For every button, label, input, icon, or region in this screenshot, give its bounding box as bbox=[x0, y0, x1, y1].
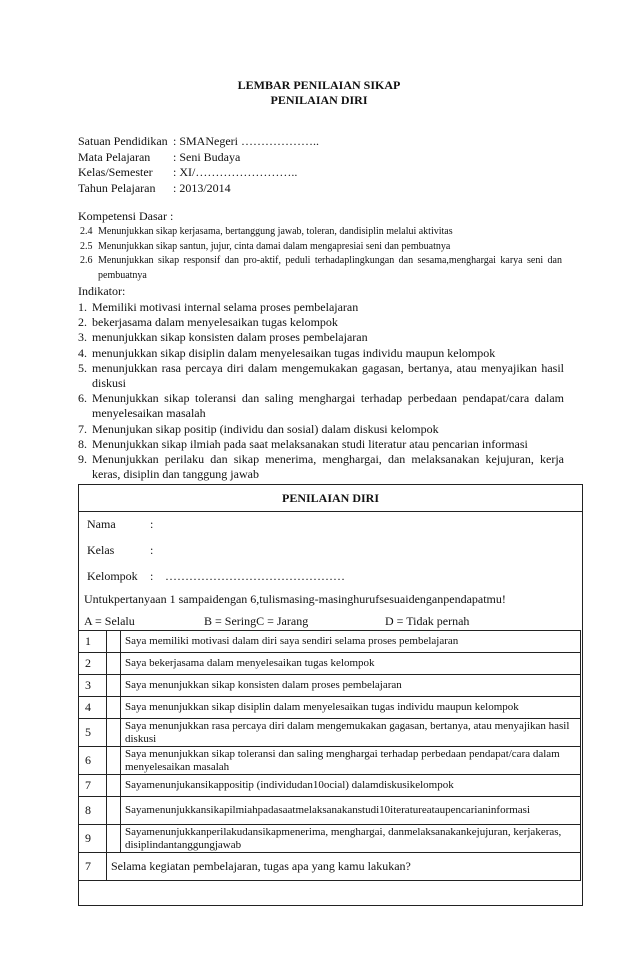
kompetensi-number: 2.5 bbox=[80, 240, 93, 252]
table-row bbox=[79, 653, 581, 675]
indikator-number: 7. bbox=[78, 421, 87, 436]
field-label: Kelompok bbox=[87, 569, 138, 583]
row-statement: Sayamenunjukkansikapilmiahpadasaatmelaksanakanstudi10iteratureataupencarianinformasi bbox=[121, 797, 581, 825]
table-row-open-question bbox=[79, 853, 581, 881]
indikator-text: menunjukkan sikap disiplin dalam menyelesaikan tugas individu maupun kelompok bbox=[92, 345, 496, 360]
indikator-number: 9. bbox=[78, 452, 87, 467]
indikator-text: Menunjukan sikap positip (individu dan sosial) dalam diskusi kelompok bbox=[92, 421, 439, 436]
row-number: 8 bbox=[79, 797, 107, 825]
field-colon: : bbox=[150, 543, 154, 557]
answer-cell[interactable] bbox=[107, 653, 121, 675]
row-number: 4 bbox=[79, 697, 107, 719]
table-row bbox=[79, 797, 581, 825]
document-subtitle: PENILAIAN DIRI bbox=[270, 93, 368, 107]
row-number: 7 bbox=[79, 853, 107, 881]
info-value: : SMANegeri ……………….. bbox=[173, 134, 319, 148]
answer-cell[interactable] bbox=[107, 747, 121, 775]
kompetensi-text: Menunjukkan sikap kerjasama, bertanggung jawab, toleran, dandisiplin melalui aktivitas bbox=[98, 226, 453, 237]
field-colon: : bbox=[150, 569, 154, 583]
indikator-text: Menunjukkan sikap toleransi dan saling menghargai terhadap perbedaan pendapat/cara dalam menyelesaikan masalah bbox=[92, 391, 564, 421]
info-value: : XI/…………………….. bbox=[173, 165, 298, 179]
kompetensi-number: 2.6 bbox=[80, 255, 93, 266]
field-value[interactable]: ……………………………………… bbox=[165, 569, 345, 583]
indikator-number: 3. bbox=[78, 330, 87, 345]
indikator-text: bekerjasama dalam menyelesaikan tugas kelompok bbox=[92, 315, 338, 330]
info-label: Satuan Pendidikan bbox=[78, 134, 168, 148]
row-statement: Saya menunjukkan rasa percaya diri dalam mengemukakan gagasan, bertanya, atau menyajikan hasil diskusi bbox=[121, 719, 581, 747]
row-statement: Sayamenunjukkanperilakudansikapmenerima, menghargai, danmelaksanakankejujuran, kerjakeras, disiplindantanggungjawab bbox=[121, 825, 581, 853]
indikator-number: 8. bbox=[78, 436, 87, 451]
row-number: 1 bbox=[79, 631, 107, 653]
info-value: : Seni Budaya bbox=[173, 149, 241, 164]
box-content bbox=[78, 0, 583, 976]
indikator-text: menunjukkan sikap konsisten dalam proses pembelajaran bbox=[92, 330, 368, 345]
indikator-heading: Indikator: bbox=[78, 284, 126, 298]
table-row bbox=[79, 631, 581, 653]
indikator-number: 6. bbox=[78, 391, 87, 406]
row-statement: Saya menunjukkan sikap disiplin dalam menyelesaikan tugas individu maupun kelompok bbox=[121, 697, 581, 719]
row-statement: Saya memiliki motivasi dalam diri saya sendiri selama proses pembelajaran bbox=[121, 631, 581, 653]
info-label: Tahun Pelajaran bbox=[78, 180, 156, 195]
row-number: 7 bbox=[79, 775, 107, 797]
field-label: Nama bbox=[87, 517, 116, 531]
indikator-text: menunjukkan rasa percaya diri dalam mengemukakan gagasan, bertanya, atau menyajikan hasil diskusi bbox=[92, 360, 564, 391]
indikator-text: Menunjukkan perilaku dan sikap menerima, menghargai, dan melaksanakan kejujuran, kerja keras, disiplin dan tanggung jawab bbox=[92, 452, 564, 482]
answer-cell[interactable] bbox=[107, 719, 121, 747]
kompetensi-text: Menunjukkan sikap santun, jujur, cinta damai dalam mengapresiai seni dan pembuatnya bbox=[98, 240, 451, 252]
field-kelas bbox=[87, 543, 165, 558]
table-row bbox=[79, 825, 581, 853]
box-title: PENILAIAN DIRI bbox=[79, 485, 582, 512]
field-nama bbox=[87, 517, 165, 532]
instruction-text: Untukpertanyaan 1 sampaidengan 6,tulismasing-masinghurufsesuaidenganpendapatmu! bbox=[84, 592, 506, 606]
kompetensi-text: Menunjukkan sikap responsif dan pro-aktif, peduli terhadaplingkungan dan sesama,menghargai karya seni dan pembuatnya bbox=[98, 255, 562, 281]
option-d: D = Tidak pernah bbox=[385, 614, 470, 628]
field-label: Kelas bbox=[87, 543, 115, 557]
table-row bbox=[79, 675, 581, 697]
option-a: A = Selalu bbox=[84, 614, 135, 628]
info-value: : 2013/2014 bbox=[173, 180, 231, 195]
table-row bbox=[79, 747, 581, 775]
field-kelompok bbox=[87, 569, 345, 584]
table-row bbox=[79, 775, 581, 797]
self-assessment-table bbox=[78, 630, 581, 881]
kompetensi-heading: Kompetensi Dasar : bbox=[78, 209, 174, 223]
table-row bbox=[79, 719, 581, 747]
row-statement: Saya bekerjasama dalam menyelesaikan tugas kelompok bbox=[121, 653, 581, 675]
row-statement: Sayamenunjukansikappositip (individudan10ocial) dalamdiskusikelompok bbox=[121, 775, 581, 797]
document-title: LEMBAR PENILAIAN SIKAP bbox=[237, 78, 401, 92]
answer-cell[interactable] bbox=[107, 697, 121, 719]
answer-cell[interactable] bbox=[107, 631, 121, 653]
indikator-number: 2. bbox=[78, 315, 87, 330]
info-label: Mata Pelajaran bbox=[78, 149, 151, 164]
answer-cell[interactable] bbox=[107, 825, 121, 853]
indikator-text: Memiliki motivasi internal selama proses pembelajaran bbox=[92, 300, 359, 314]
indikator-number: 5. bbox=[78, 360, 87, 375]
indikator-number: 1. bbox=[78, 300, 87, 314]
row-number: 3 bbox=[79, 675, 107, 697]
answer-cell[interactable] bbox=[107, 797, 121, 825]
row-number: 9 bbox=[79, 825, 107, 853]
row-statement: Saya menunjukkan sikap konsisten dalam proses pembelajaran bbox=[121, 675, 581, 697]
field-colon: : bbox=[150, 517, 154, 531]
row-statement: Saya menunjukkan sikap toleransi dan saling menghargai terhadap perbedaan pendapat/cara dalam menyelesaikan masalah bbox=[121, 747, 581, 775]
info-label: Kelas/Semester bbox=[78, 165, 153, 179]
indikator-text: Menunjukkan sikap ilmiah pada saat melaksanakan studi literatur atau pencarian informasi bbox=[92, 436, 528, 451]
answer-cell[interactable] bbox=[107, 675, 121, 697]
answer-cell[interactable] bbox=[107, 775, 121, 797]
row-number: 2 bbox=[79, 653, 107, 675]
option-b-c: B = SeringC = Jarang bbox=[204, 614, 309, 628]
row-number: 5 bbox=[79, 719, 107, 747]
kompetensi-number: 2.4 bbox=[80, 226, 93, 237]
table-row bbox=[79, 697, 581, 719]
open-question-text: Selama kegiatan pembelajaran, tugas apa yang kamu lakukan? bbox=[107, 853, 581, 881]
indikator-number: 4. bbox=[78, 345, 87, 360]
row-number: 6 bbox=[79, 747, 107, 775]
